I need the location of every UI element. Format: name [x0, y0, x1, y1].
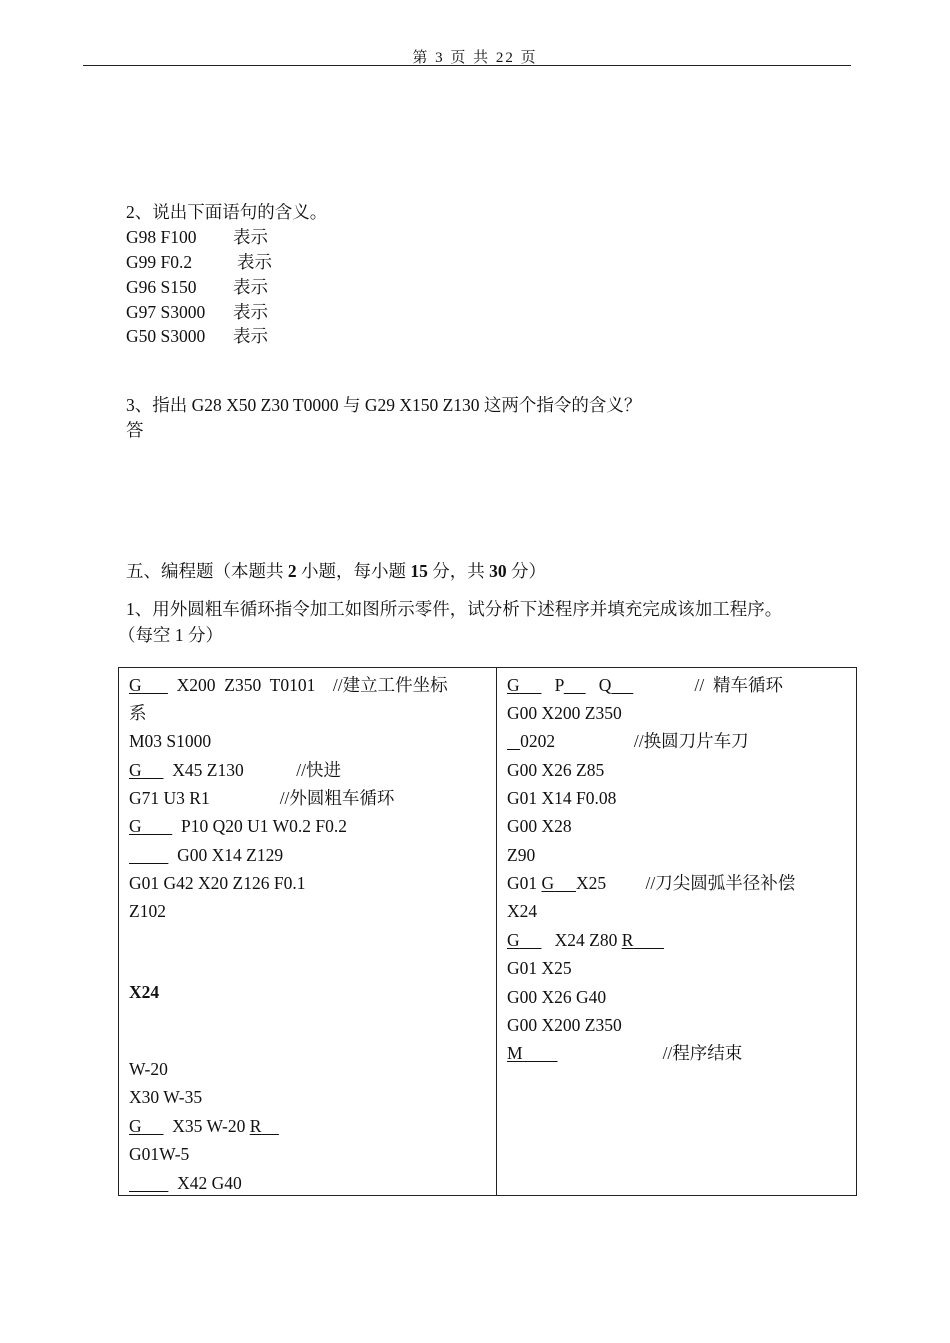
blank-fill: [261, 1116, 279, 1136]
section5-text: 小题，每小题: [296, 561, 411, 581]
left-line-11: W-20: [129, 1059, 168, 1079]
code-text: X200 Z350 T0101 //建立工件坐标: [176, 675, 448, 695]
right-line-1: [507, 674, 783, 696]
header-rule: [83, 65, 851, 66]
code-comment: //刀尖圆弧半径补偿: [645, 873, 796, 893]
blank-g: G: [129, 1116, 142, 1136]
blank-fill: [554, 873, 576, 893]
right-line-7: Z90: [507, 845, 536, 865]
left-line-12: X30 W-35: [129, 1087, 203, 1107]
column-divider: [496, 668, 497, 1195]
code-text: X35 W-20: [172, 1116, 246, 1136]
left-line-13: [129, 1115, 279, 1137]
code-text: X42 G40: [177, 1173, 242, 1193]
right-line-5: G01 X14 F0.08: [507, 788, 617, 808]
q2-item-3: [126, 276, 268, 298]
right-line-9: X24: [507, 901, 538, 921]
q2-item-label: 表示: [233, 277, 268, 297]
code-text: P10 Q20 U1 W0.2 F0.2: [181, 816, 347, 836]
left-line-6: [129, 815, 347, 837]
left-line-8: G01 G42 X20 Z126 F0.1: [129, 873, 306, 893]
code-comment: // 精车循环: [694, 675, 783, 695]
q2-item-code: G96 S150: [126, 277, 197, 297]
blank-g: G: [507, 675, 520, 695]
problem1-scoring: （每空 1 分）: [118, 625, 223, 645]
blank-g: G: [129, 760, 142, 780]
q2-item-label: 表示: [233, 326, 268, 346]
blank-fill: [611, 675, 633, 695]
blank-fill: [520, 930, 542, 950]
code-text: X45 Z130 //快进: [172, 760, 341, 780]
code-text: G01: [507, 873, 538, 893]
q2-item-code: G98 F100: [126, 227, 197, 247]
blank-fill: [142, 816, 173, 836]
code-comment: //换圆刀片车刀: [633, 731, 749, 751]
blank-fill: [142, 760, 164, 780]
blank-fill: [142, 675, 168, 695]
blank-r: R: [621, 930, 634, 950]
q2-item-2: [126, 251, 272, 273]
q2-item-1: [126, 226, 268, 248]
q2-item-5: [126, 325, 268, 347]
code-text: 0202: [520, 731, 556, 751]
left-line-4: [129, 759, 341, 781]
left-line-2: 系: [129, 703, 147, 723]
blank-fill: [142, 1116, 164, 1136]
blank-r: R: [249, 1116, 262, 1136]
code-text: P: [554, 675, 564, 695]
right-line-13: G00 X200 Z350: [507, 1015, 622, 1035]
blank-fill: [564, 675, 586, 695]
right-line-11: G01 X25: [507, 958, 572, 978]
code-comment: //程序结束: [662, 1043, 743, 1063]
q2-item-4: [126, 301, 268, 323]
section5-heading: [126, 560, 546, 582]
code-text: X24 Z80: [554, 930, 618, 950]
section5-each: 15: [410, 561, 428, 581]
q3-answer-label: 答: [126, 420, 144, 440]
section5-total: 30: [489, 561, 507, 581]
section5-count: 2: [287, 561, 297, 581]
left-line-7: [129, 844, 283, 866]
left-line-3: M03 S1000: [129, 731, 212, 751]
right-line-14: [507, 1042, 742, 1064]
left-line-15: [129, 1172, 242, 1194]
blank-fill: [523, 1043, 558, 1063]
code-text: Q: [598, 675, 612, 695]
right-line-3: [507, 730, 749, 752]
right-line-10: [507, 929, 664, 951]
right-line-6: G00 X28: [507, 816, 572, 836]
section5-text: 分）: [506, 561, 546, 581]
q2-item-code: G97 S3000: [126, 302, 206, 322]
blank-fill: [633, 930, 664, 950]
program-table: [118, 667, 857, 1196]
blank-g: G: [129, 816, 142, 836]
left-line-14: G01W-5: [129, 1144, 190, 1164]
q3-title: 3、指出 G28 X50 Z30 T0000 与 G29 X150 Z130 这两个指令的含义？: [126, 395, 642, 415]
q2-item-label: 表示: [237, 252, 272, 272]
left-line-5: G71 U3 R1 //外圆粗车循环: [129, 788, 395, 808]
left-line-9: Z102: [129, 901, 166, 921]
q2-item-label: 表示: [233, 227, 268, 247]
q2-item-code: G99 F0.2: [126, 252, 193, 272]
left-line-10: X24: [129, 982, 160, 1002]
code-text: G00 X14 Z129: [177, 845, 284, 865]
right-line-8: [507, 872, 795, 894]
blank-g: G: [541, 873, 555, 893]
code-text: X25: [576, 873, 607, 893]
left-line-1: [129, 674, 448, 696]
blank-m: M: [507, 1043, 523, 1063]
q2-title: 2、说出下面语句的含义。: [126, 202, 328, 222]
right-line-2: G00 X200 Z350: [507, 703, 622, 723]
blank-fill: [507, 731, 520, 751]
blank-g: G: [129, 675, 142, 695]
blank-fill: [129, 845, 168, 865]
q2-item-label: 表示: [233, 302, 268, 322]
problem1-statement: 1、用外圆粗车循环指令加工如图所示零件，试分析下述程序并填充完成该加工程序。: [126, 599, 783, 619]
section5-text: 五、编程题（本题共: [126, 561, 288, 581]
blank-g: G: [507, 930, 520, 950]
q2-item-code: G50 S3000: [126, 326, 206, 346]
right-line-12: G00 X26 G40: [507, 987, 607, 1007]
right-line-4: G00 X26 Z85: [507, 760, 605, 780]
page-header: 第 3 页 共 22 页: [412, 50, 538, 66]
blank-fill: [520, 675, 542, 695]
blank-fill: [129, 1173, 168, 1193]
section5-text: 分，共: [427, 561, 490, 581]
